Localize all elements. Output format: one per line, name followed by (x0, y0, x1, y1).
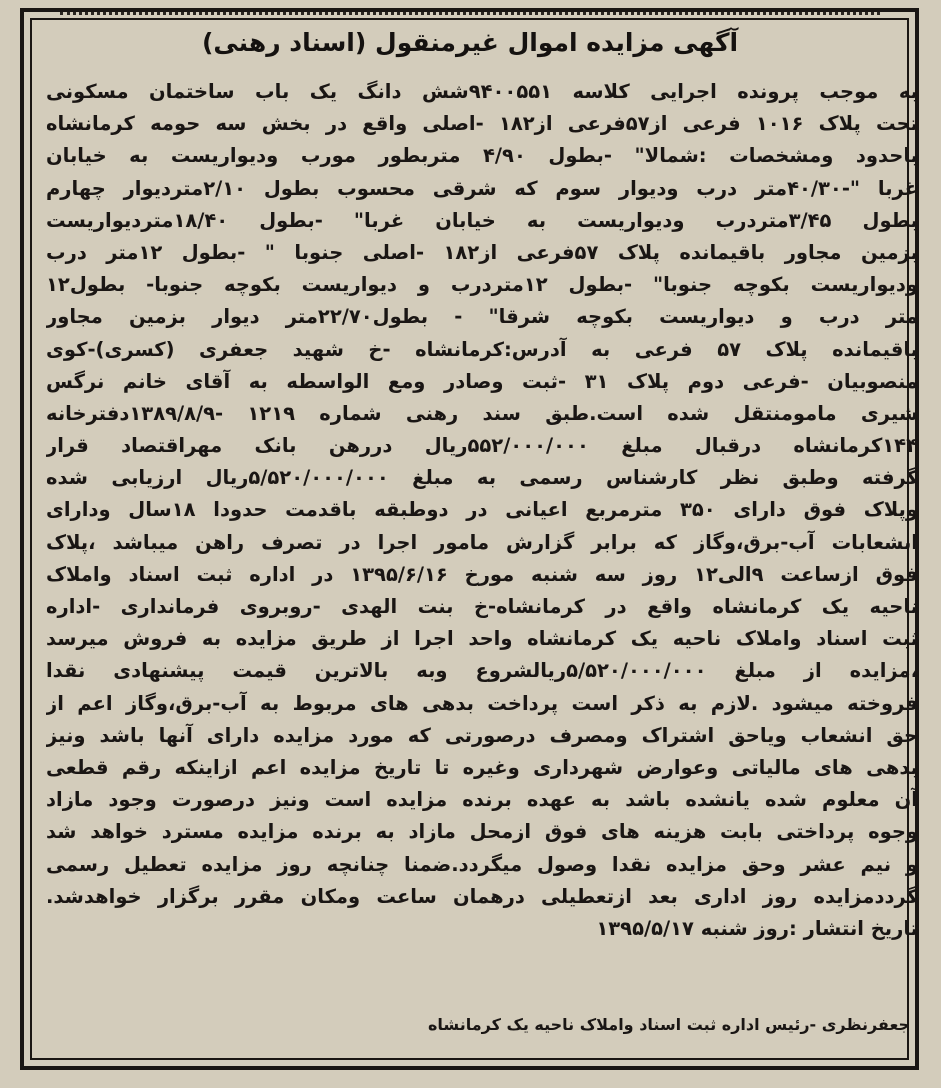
notice-line: باحدود ومشخصات :شمالا" -بطول ۴/۹۰ متربطور مورب ودیواریست به خیابان (46, 144, 918, 168)
notice-line: ۱۴۴کرمانشاه درقبال مبلغ ۵۵۲/۰۰۰/۰۰۰ریال دررهن بانک مهراقتصاد قرار (46, 434, 918, 458)
notice-line: ،مزایده از مبلغ ۵/۵۲۰/۰۰۰/۰۰۰ریالشروع وبه بالاترین قیمت پیشنهادی نقدا (46, 659, 918, 683)
notice-line: و نیم عشر وحق مزایده نقدا وصول میگردد.ضمنا چنانچه روز مزایده تعطیل رسمی (46, 852, 918, 876)
notice-line: فروخته میشود .لازم به ذکر است پرداخت بدهی های مربوط به آب-برق،وگاز اعم از (46, 691, 918, 715)
notice-line: ثبت اسناد واملاک ناحیه یک کرمانشاه واحد اجرا از طریق مزایده به فروش میرسد (46, 627, 918, 651)
notice-body (46, 76, 918, 945)
notice-line: گرددمزایده روز اداری بعد ازتعطیلی درهمان ساعت ومکان مقرر برگزار خواهدشد. (46, 884, 918, 908)
notice-line: منصوبیان -فرعی دوم پلاک ۳۱ -ثبت وصادر ومع الواسطه به آقای خانم نرگس (46, 369, 918, 393)
notice-line: گرفته وطبق نظر کارشناس رسمی به مبلغ ۵/۵۲۰/۰۰۰/۰۰۰ریال ارزیابی شده (46, 466, 918, 490)
notice-line: فوق ازساعت ۹الی۱۲ روز سه شنبه مورخ ۱۳۹۵/۶/۱۶ در اداره ثبت اسناد واملاک (46, 562, 918, 586)
notice-line: ودیواریست بکوچه جنوبا" -بطول ۱۲متردرب و دیواریست بکوچه جنوبا- بطول۱۲ (46, 273, 918, 297)
notice-line: تحت پلاک ۱۰۱۶ فرعی از۵۷فرعی از۱۸۲ -اصلی واقع در بخش سه حومه کرمانشاه (46, 112, 918, 136)
notice-line: وپلاک فوق دارای ۳۵۰ مترمربع اعیانی در دوطبقه باقدمت حدودا ۱۸سال ودارای (46, 498, 918, 522)
notice-line: شیری مامومنتقل شده است.طبق سند رهنی شماره ۱۲۱۹ -۱۳۸۹/۸/۹دفترخانه (46, 401, 918, 425)
notice-line: باقیمانده پلاک ۵۷ فرعی به آدرس:کرمانشاه -خ شهید جعفری (کسری)-کوی (46, 337, 918, 361)
notice-signature: جعفرنظری -رئیس اداره ثبت اسناد واملاک ناحیه یک کرمانشاه (427, 1015, 910, 1034)
notice-line: بزمین مجاور باقیمانده پلاک ۵۷فرعی از۱۸۲ -اصلی جنوبا " -بطول ۱۲متر درب (46, 240, 918, 264)
notice-line: بدهی های مالیاتی وعوارض شهرداری وغیره تا تاریخ مزایده اعم ازاینکه رقم قطعی (46, 755, 918, 779)
publication-date-line: تاریخ انتشار :روز شنبه ۱۳۹۵/۵/۱۷ (596, 916, 918, 940)
notice-title: آگهی مزایده اموال غیرمنقول (اسناد رهنی) (201, 28, 739, 57)
notice-line: حق انشعاب ویاحق اشتراک ومصرف درصورتی که مورد مزایده دارای آنها باشد ونیز (46, 723, 918, 747)
notice-line: آن معلوم شده یانشده باشد به عهده برنده مزایده است ونیز درصورت وجود مازاد (46, 788, 918, 812)
notice-line: انشعابات آب-برق،وگاز که برابر گزارش مامور اجرا در تصرف راهن میباشد ،پلاک (46, 530, 918, 554)
notice-line: ناحیه یک کرمانشاه واقع در کرمانشاه-خ بنت الهدی -روبروی فرمانداری -اداره (46, 595, 918, 618)
notice-line: بطول ۳/۴۵متردرب ودیواریست به خیابان غربا" -بطول ۱۸/۴۰متردیواریست (46, 208, 918, 232)
notice-line: وجوه پرداختی بابت هزینه های فوق ازمحل مازاد به برنده مزایده مسترد خواهد شد (46, 820, 918, 844)
notice-line: متر درب و دیواریست بکوچه شرقا" - بطول۲۲/۷۰متر دیوار بزمین مجاور (46, 305, 918, 329)
notice-line: به موجب پرونده اجرایی کلاسه ۹۴۰۰۵۵۱شش دانگ یک باب ساختمان مسکونی (46, 80, 918, 103)
notice-line: غربا "-۴۰/۳۰متر درب ودیوار سوم که شرقی محسوب بطول ۲/۱۰متردیوار چهارم (46, 176, 918, 200)
